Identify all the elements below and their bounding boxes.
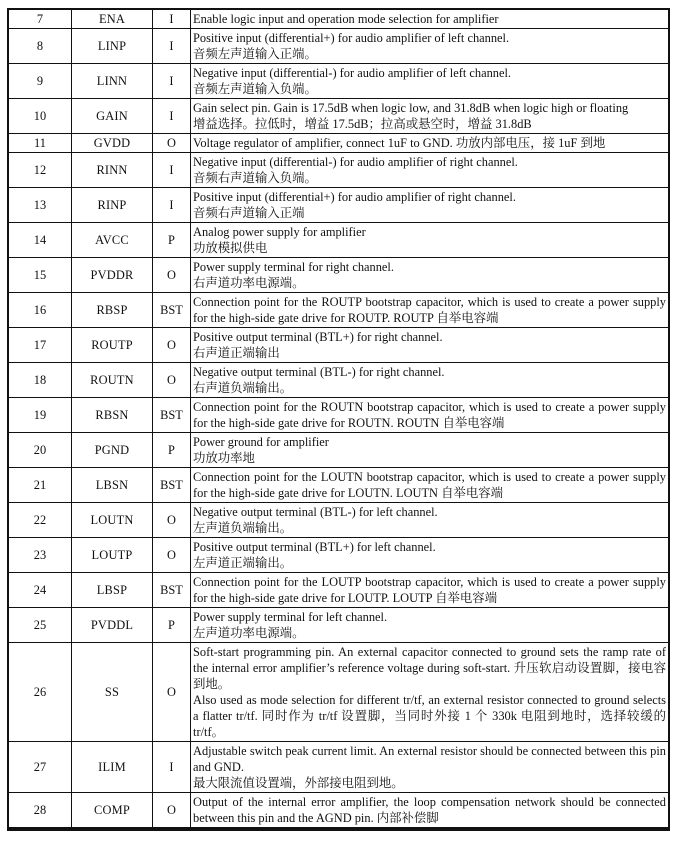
pin-name-cell: LOUTP xyxy=(72,538,153,573)
pin-type-cell: I xyxy=(153,64,191,99)
table-row xyxy=(8,433,669,468)
table-row xyxy=(8,328,669,363)
pin-description-cell xyxy=(191,64,670,99)
description-paragraph: Positive input (differential+) for audio amplifier of left channel. xyxy=(193,31,510,45)
table-row xyxy=(8,29,669,64)
table-row xyxy=(8,293,669,328)
pin-description-cell xyxy=(191,134,670,153)
description-paragraph: Voltage regulator of amplifier, connect 1uF to GND. 功放内部电压，接 1uF 到地 xyxy=(193,136,606,150)
pin-type-cell: P xyxy=(153,223,191,258)
pin-number-cell: 9 xyxy=(8,64,72,99)
pin-description-cell xyxy=(191,328,670,363)
pin-number-cell: 16 xyxy=(8,293,72,328)
pin-number-cell: 15 xyxy=(8,258,72,293)
pin-name-cell: ROUTP xyxy=(72,328,153,363)
pin-name-cell: PVDDR xyxy=(72,258,153,293)
pin-table-body xyxy=(8,9,669,829)
pin-description-cell xyxy=(191,573,670,608)
pin-name-cell: AVCC xyxy=(72,223,153,258)
pin-description-cell xyxy=(191,363,670,398)
pin-description-cell xyxy=(191,538,670,573)
table-row xyxy=(8,223,669,258)
pin-name-cell: RBSN xyxy=(72,398,153,433)
pin-type-cell: O xyxy=(153,328,191,363)
pin-name-cell: GAIN xyxy=(72,99,153,134)
description-paragraph: 增益选择。拉低时，增益 17.5dB；拉高或悬空时，增益 31.8dB xyxy=(193,117,532,131)
pin-type-cell: O xyxy=(153,643,191,742)
description-paragraph: Power supply terminal for left channel. xyxy=(193,610,388,624)
pin-type-cell: BST xyxy=(153,573,191,608)
table-row xyxy=(8,64,669,99)
description-paragraph: Positive input (differential+) for audio amplifier of right channel. xyxy=(193,190,516,204)
pin-description-cell xyxy=(191,643,670,742)
pin-description-cell xyxy=(191,433,670,468)
description-paragraph: 最大限流值设置端，外部接电阻到地。 xyxy=(193,776,404,790)
pin-number-cell: 20 xyxy=(8,433,72,468)
description-paragraph: Power ground for amplifier xyxy=(193,435,329,449)
pin-number-cell: 7 xyxy=(8,9,72,29)
description-paragraph: 音频右声道输入正端 xyxy=(193,206,305,220)
description-paragraph: 右声道功率电源端。 xyxy=(193,276,305,290)
description-paragraph: 音频右声道输入负端。 xyxy=(193,171,317,185)
pin-name-cell: SS xyxy=(72,643,153,742)
table-row xyxy=(8,258,669,293)
pin-number-cell: 18 xyxy=(8,363,72,398)
pin-description-cell xyxy=(191,9,670,29)
pin-description-cell xyxy=(191,153,670,188)
description-paragraph: Analog power supply for amplifier xyxy=(193,225,366,239)
pin-description-cell xyxy=(191,468,670,503)
pin-name-cell: RINN xyxy=(72,153,153,188)
pin-type-cell: I xyxy=(153,742,191,793)
table-row xyxy=(8,742,669,793)
description-paragraph: Output of the internal error amplifier, the loop compensation network should be connected between this pin and the AGND pin. 内部补偿脚 xyxy=(193,795,666,825)
pin-description-cell xyxy=(191,258,670,293)
description-paragraph: Connection point for the ROUTP bootstrap capacitor, which is used to create a power supply for the high-side gate drive for ROUTP. ROUTP 自举电容端 xyxy=(193,295,666,325)
table-row xyxy=(8,538,669,573)
description-paragraph: Connection point for the LOUTP bootstrap capacitor, which is used to create a power supply for the high-side gate drive for LOUTP. LOUTP 自举电容端 xyxy=(193,575,666,605)
description-paragraph: 音频左声道输入正端。 xyxy=(193,47,317,61)
pin-description-cell xyxy=(191,608,670,643)
description-paragraph: 音频左声道输入负端。 xyxy=(193,82,317,96)
description-paragraph: 右声道负端输出。 xyxy=(193,381,293,395)
description-paragraph: 功放模拟供电 xyxy=(193,241,268,255)
pin-name-cell: PGND xyxy=(72,433,153,468)
description-paragraph: Adjustable switch peak current limit. An external resistor should be connected between this pin and GND. xyxy=(193,744,666,774)
table-row xyxy=(8,608,669,643)
pin-type-cell: BST xyxy=(153,293,191,328)
pin-description-cell xyxy=(191,742,670,793)
table-row xyxy=(8,398,669,433)
description-paragraph: Positive output terminal (BTL+) for left channel. xyxy=(193,540,436,554)
description-paragraph: Negative input (differential-) for audio amplifier of left channel. xyxy=(193,66,512,80)
pin-name-cell: LINP xyxy=(72,29,153,64)
pin-name-cell: LOUTN xyxy=(72,503,153,538)
description-paragraph: Negative output terminal (BTL-) for right channel. xyxy=(193,365,445,379)
table-row xyxy=(8,153,669,188)
pin-number-cell: 26 xyxy=(8,643,72,742)
pin-name-cell: LINN xyxy=(72,64,153,99)
pin-type-cell: BST xyxy=(153,468,191,503)
table-row xyxy=(8,134,669,153)
pin-type-cell: I xyxy=(153,29,191,64)
pin-number-cell: 25 xyxy=(8,608,72,643)
pin-description-cell xyxy=(191,293,670,328)
pin-number-cell: 23 xyxy=(8,538,72,573)
table-row xyxy=(8,188,669,223)
pin-number-cell: 12 xyxy=(8,153,72,188)
table-row xyxy=(8,643,669,742)
table-row xyxy=(8,99,669,134)
table-row xyxy=(8,573,669,608)
description-paragraph: Enable logic input and operation mode selection for amplifier xyxy=(193,12,499,26)
description-paragraph: Negative input (differential-) for audio amplifier of right channel. xyxy=(193,155,518,169)
description-paragraph: Power supply terminal for right channel. xyxy=(193,260,394,274)
pin-number-cell: 24 xyxy=(8,573,72,608)
pin-type-cell: O xyxy=(153,258,191,293)
description-paragraph: 左声道正端输出。 xyxy=(193,556,293,570)
pin-number-cell: 21 xyxy=(8,468,72,503)
pin-number-cell: 27 xyxy=(8,742,72,793)
pin-description-cell xyxy=(191,793,670,830)
pin-type-cell: O xyxy=(153,538,191,573)
table-row xyxy=(8,9,669,29)
pin-number-cell: 28 xyxy=(8,793,72,830)
pin-type-cell: I xyxy=(153,9,191,29)
description-paragraph: Gain select pin. Gain is 17.5dB when logic low, and 31.8dB when logic high or floating xyxy=(193,101,629,115)
pin-name-cell: ROUTN xyxy=(72,363,153,398)
pin-type-cell: O xyxy=(153,134,191,153)
description-paragraph: Negative output terminal (BTL-) for left channel. xyxy=(193,505,438,519)
pin-name-cell: RINP xyxy=(72,188,153,223)
description-paragraph: Connection point for the LOUTN bootstrap capacitor, which is used to create a power supply for the high-side gate drive for LOUTN. LOUTN 自举电容端 xyxy=(193,470,666,500)
pin-description-cell xyxy=(191,503,670,538)
pin-type-cell: O xyxy=(153,363,191,398)
description-paragraph: Positive output terminal (BTL+) for right channel. xyxy=(193,330,443,344)
pin-description-cell xyxy=(191,188,670,223)
pin-description-table xyxy=(7,8,670,831)
pin-number-cell: 17 xyxy=(8,328,72,363)
pin-type-cell: O xyxy=(153,793,191,830)
pin-number-cell: 8 xyxy=(8,29,72,64)
description-paragraph: 功放功率地 xyxy=(193,451,255,465)
pin-name-cell: COMP xyxy=(72,793,153,830)
pin-name-cell: ENA xyxy=(72,9,153,29)
pin-number-cell: 19 xyxy=(8,398,72,433)
pin-description-cell xyxy=(191,223,670,258)
pin-type-cell: BST xyxy=(153,398,191,433)
table-row xyxy=(8,793,669,830)
pin-name-cell: RBSP xyxy=(72,293,153,328)
pin-name-cell: ILIM xyxy=(72,742,153,793)
pin-number-cell: 14 xyxy=(8,223,72,258)
pin-name-cell: PVDDL xyxy=(72,608,153,643)
description-paragraph: Connection point for the ROUTN bootstrap capacitor, which is used to create a power supply for the high-side gate drive for ROUTN. ROUTN 自举电容端 xyxy=(193,400,666,430)
pin-name-cell: LBSN xyxy=(72,468,153,503)
pin-type-cell: O xyxy=(153,503,191,538)
pin-type-cell: I xyxy=(153,99,191,134)
pin-type-cell: I xyxy=(153,153,191,188)
pin-number-cell: 10 xyxy=(8,99,72,134)
description-paragraph: Soft-start programming pin. An external capacitor connected to ground sets the ramp rate of the internal error amplifier’s reference voltage during soft-start. 升压软启动设置脚，接电容到地。 xyxy=(193,645,666,691)
pin-type-cell: P xyxy=(153,608,191,643)
pin-type-cell: P xyxy=(153,433,191,468)
pin-number-cell: 11 xyxy=(8,134,72,153)
pin-number-cell: 22 xyxy=(8,503,72,538)
table-row xyxy=(8,363,669,398)
pin-name-cell: LBSP xyxy=(72,573,153,608)
pin-description-cell xyxy=(191,398,670,433)
table-row xyxy=(8,503,669,538)
pin-number-cell: 13 xyxy=(8,188,72,223)
pin-type-cell: I xyxy=(153,188,191,223)
pin-description-cell xyxy=(191,99,670,134)
pin-description-cell xyxy=(191,29,670,64)
description-paragraph: Also used as mode selection for different tr/tf, an external resistor connected to ground selects a flatter tr/tf. 同时作为 tr/tf 设置脚，当同时外接 1 个 330k 电阻到地时，选择较缓的 tr/tf。 xyxy=(193,693,666,739)
description-paragraph: 右声道正端输出 xyxy=(193,346,280,360)
description-paragraph: 左声道功率电源端。 xyxy=(193,626,305,640)
description-paragraph: 左声道负端输出。 xyxy=(193,521,293,535)
pin-name-cell: GVDD xyxy=(72,134,153,153)
table-row xyxy=(8,468,669,503)
